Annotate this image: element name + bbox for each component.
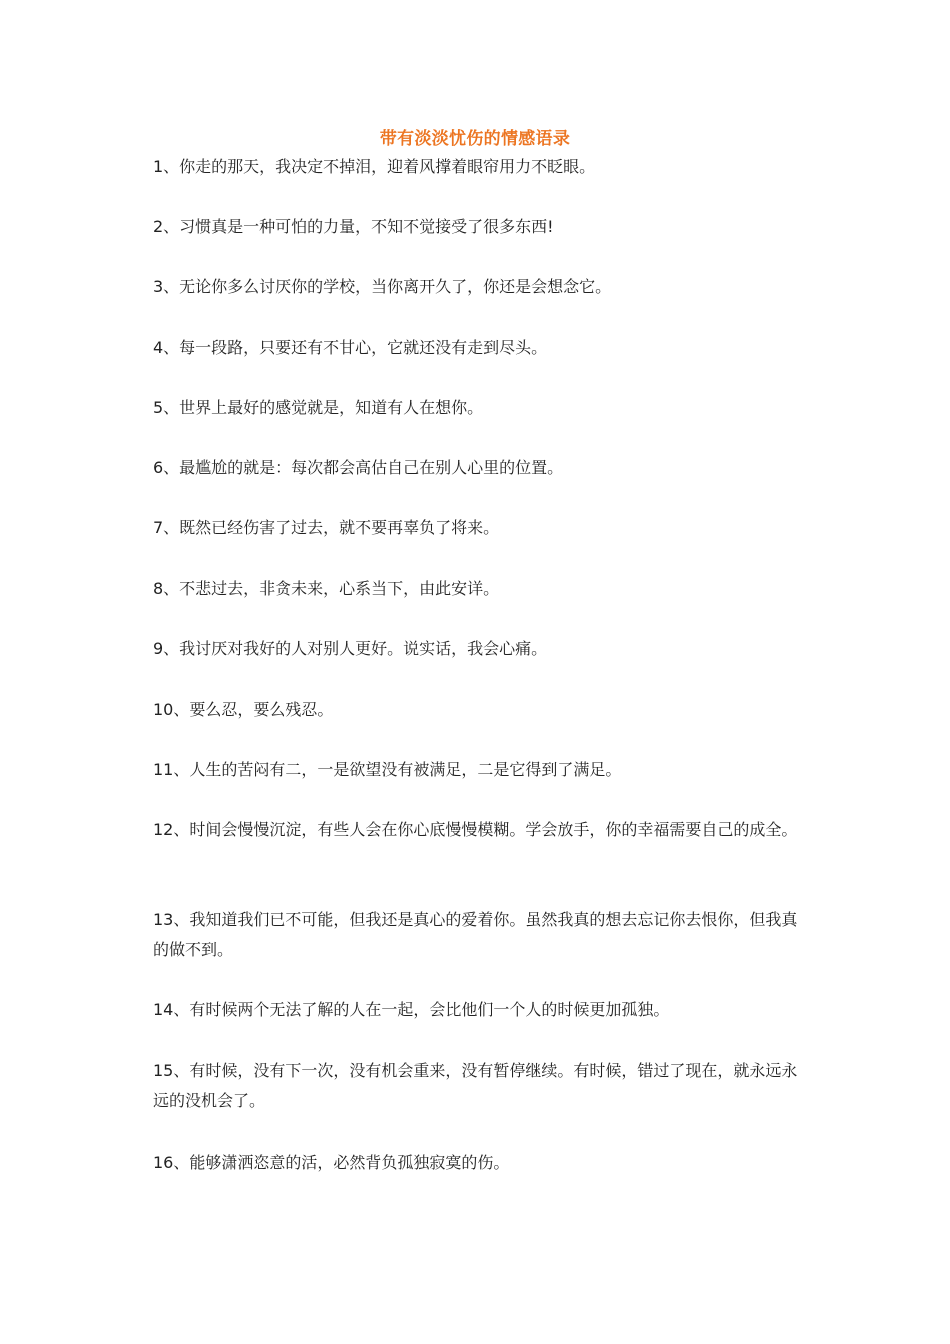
page-title: 带有淡淡忧伤的情感语录 — [379, 129, 571, 149]
quote-item-14: 14、有时候两个无法了解的人在一起，会比他们一个人的时候更加孤独。 — [153, 1000, 670, 1019]
quote-item-5: 5、世界上最好的感觉就是，知道有人在想你。 — [153, 398, 484, 417]
quote-item-6: 6、最尴尬的就是：每次都会高估自己在别人心里的位置。 — [153, 458, 564, 477]
quote-item-2: 2、习惯真是一种可怕的力量，不知不觉接受了很多东西! — [153, 217, 554, 236]
quote-item-7: 7、既然已经伤害了过去，就不要再辜负了将来。 — [153, 518, 500, 537]
quote-item-9: 9、我讨厌对我好的人对别人更好。说实话，我会心痛。 — [153, 639, 548, 658]
quote-item-1: 1、你走的那天，我决定不掉泪，迎着风撑着眼帘用力不眨眼。 — [153, 157, 596, 176]
quote-item-4: 4、每一段路，只要还有不甘心，它就还没有走到尽头。 — [153, 338, 548, 357]
quote-item-13: 13、我知道我们已不可能，但我还是真心的爱着你。虽然我真的想去忘记你去恨你，但我真的做不到。 — [153, 910, 798, 959]
quote-item-15: 15、有时候，没有下一次，没有机会重来，没有暂停继续。有时候，错过了现在，就永远永远的没机会了。 — [153, 1061, 798, 1110]
quote-item-12: 12、时间会慢慢沉淀，有些人会在你心底慢慢模糊。学会放手，你的幸福需要自己的成全。 — [153, 820, 798, 839]
quote-item-3: 3、无论你多么讨厌你的学校，当你离开久了，你还是会想念它。 — [153, 277, 612, 296]
quote-item-10: 10、要么忍，要么残忍。 — [153, 700, 334, 719]
quote-item-11: 11、人生的苦闷有二，一是欲望没有被满足，二是它得到了满足。 — [153, 760, 622, 779]
quote-item-8: 8、不悲过去，非贪未来，心系当下，由此安详。 — [153, 579, 500, 598]
quote-item-16: 16、能够潇洒恣意的活，必然背负孤独寂寞的伤。 — [153, 1153, 510, 1172]
